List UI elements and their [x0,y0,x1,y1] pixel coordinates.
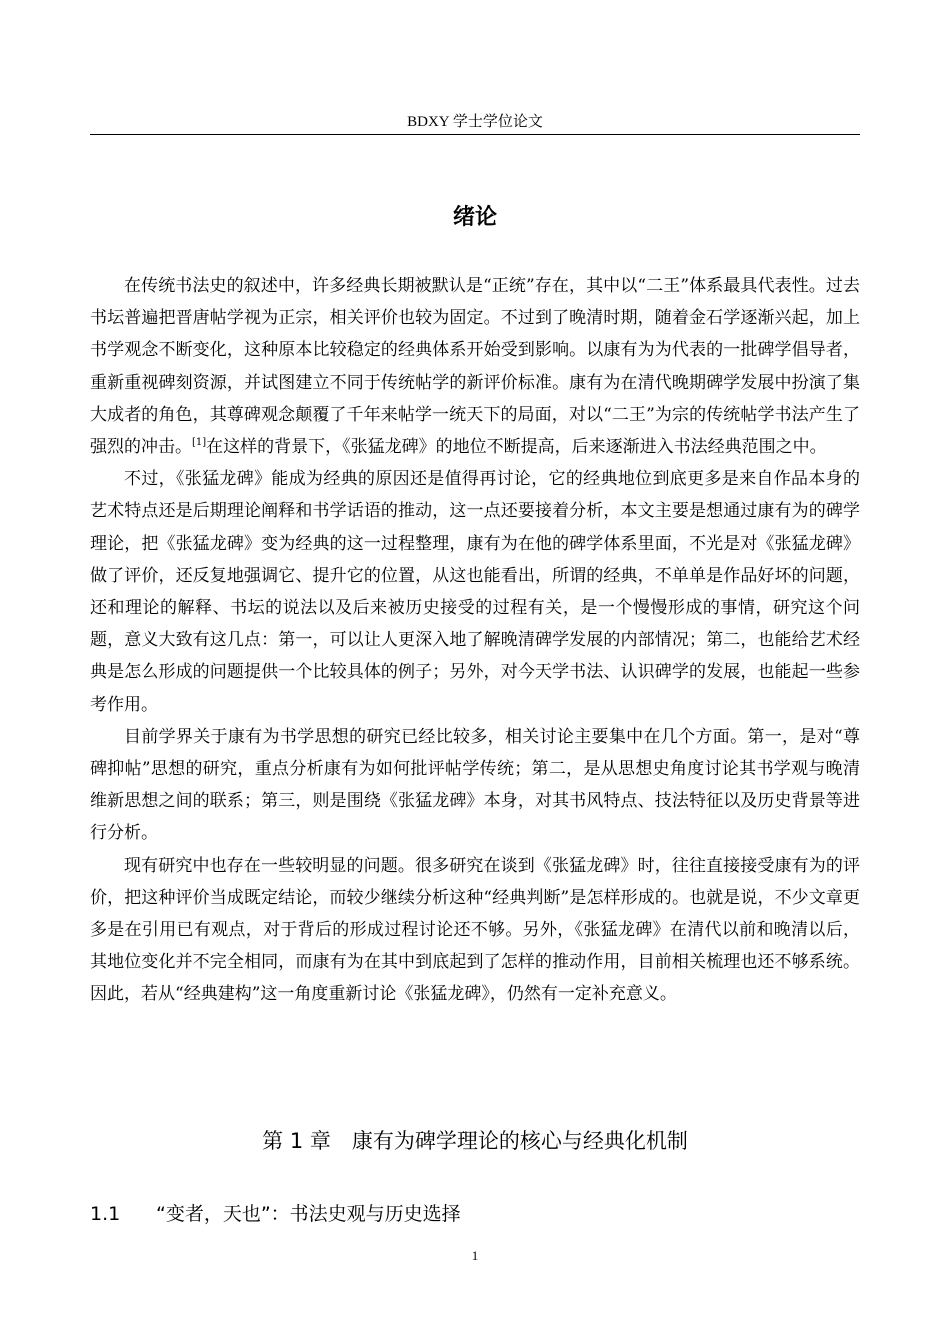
running-header: BDXY 学士学位论文 [407,114,543,130]
page-number: 1 [471,1248,479,1263]
section-number: 1.1 [90,1203,121,1225]
intro-paragraph-4: 现有研究中也存在一些较明显的问题。很多研究在谈到《张猛龙碑》时，往往直接接受康有为的评价，把这种评价当成既定结论，而较少继续分析这种“经典判断”是怎样形成的。也就是说，不少文章更多是在引用已有观点，对于背后的形成过程讨论还不够。另外，《张猛龙碑》在清代以前和晚清以后，其地位变化并不完全相同，而康有为在其中到底起到了怎样的推动作用，目前相关梳理也还不够系统。因此，若从“经典建构”这一角度重新讨论《张猛龙碑》，仍然有一定补充意义。 [90,855,860,1005]
header-rule [90,134,860,135]
paragraph-text-continued: 在这样的背景下，《张猛龙碑》的地位不断提高，后来逐渐进入书法经典范围之中。 [206,437,827,458]
section-heading [90,1199,860,1229]
intro-title: 绪论 [452,205,497,230]
intro-body [90,270,860,1011]
intro-paragraph-3: 目前学界关于康有为书学思想的研究已经比较多，相关讨论主要集中在几个方面。第一，是对“尊碑抑帖”思想的研究，重点分析康有为如何批评帖学传统；第二，是从思想史角度讨论其书学观与晚清维新思想之间的联系；第三，则是围绕《张猛龙碑》本身，对其书风特点、技法特征以及历史背景等进行分析。 [90,726,860,844]
paragraph-text: 在传统书法史的叙述中，许多经典长期被默认是“正统”存在，其中以“二王”体系最具代表性。过去书坛普遍把晋唐帖学视为正宗，相关评价也较为固定。不过到了晚清时期，随着金石学逐渐兴起，加上书学观念不断变化，这种原本比较稳定的经典体系开始受到影响。以康有为为代表的一批碑学倡导者，重新重视碑刻资源，并试图建立不同于传统帖学的新评价标准。康有为在清代晚期碑学发展中扮演了集大成者的角色，其尊碑观念颠覆了千年来帖学一统天下的局面，对以“二王”为宗的传统帖学书法产生了强烈的冲击。 [90,276,860,458]
citation-ref[interactable]: [1] [192,437,207,449]
intro-paragraph-2: 不过，《张猛龙碑》能成为经典的原因还是值得再讨论，它的经典地位到底更多是来自作品本身的艺术特点还是后期理论阐释和书学话语的推动，这一点还要接着分析，本文主要是想通过康有为的碑学理论，把《张猛龙碑》变为经典的这一过程整理，康有为在他的碑学体系里面，不光是对《张猛龙碑》做了评价，还反复地强调它、提升它的位置，从这也能看出，所谓的经典，不单单是作品好坏的问题，还和理论的解释、书坛的说法以及后来被历史接受的过程有关，是一个慢慢形成的事情，研究这个问题，意义大致有这几点：第一，可以让人更深入地了解晚清碑学发展的内部情况；第二，也能给艺术经典是怎么形成的问题提供一个比较具体的例子；另外，对今天学书法、认识碑学的发展，也能起一些参考作用。 [90,469,860,715]
chapter-title: 第 1 章 康有为碑学理论的核心与经典化机制 [262,1129,688,1153]
section-title: “变者，天也”：书法史观与历史选择 [156,1203,461,1225]
intro-paragraph-1 [90,270,860,463]
